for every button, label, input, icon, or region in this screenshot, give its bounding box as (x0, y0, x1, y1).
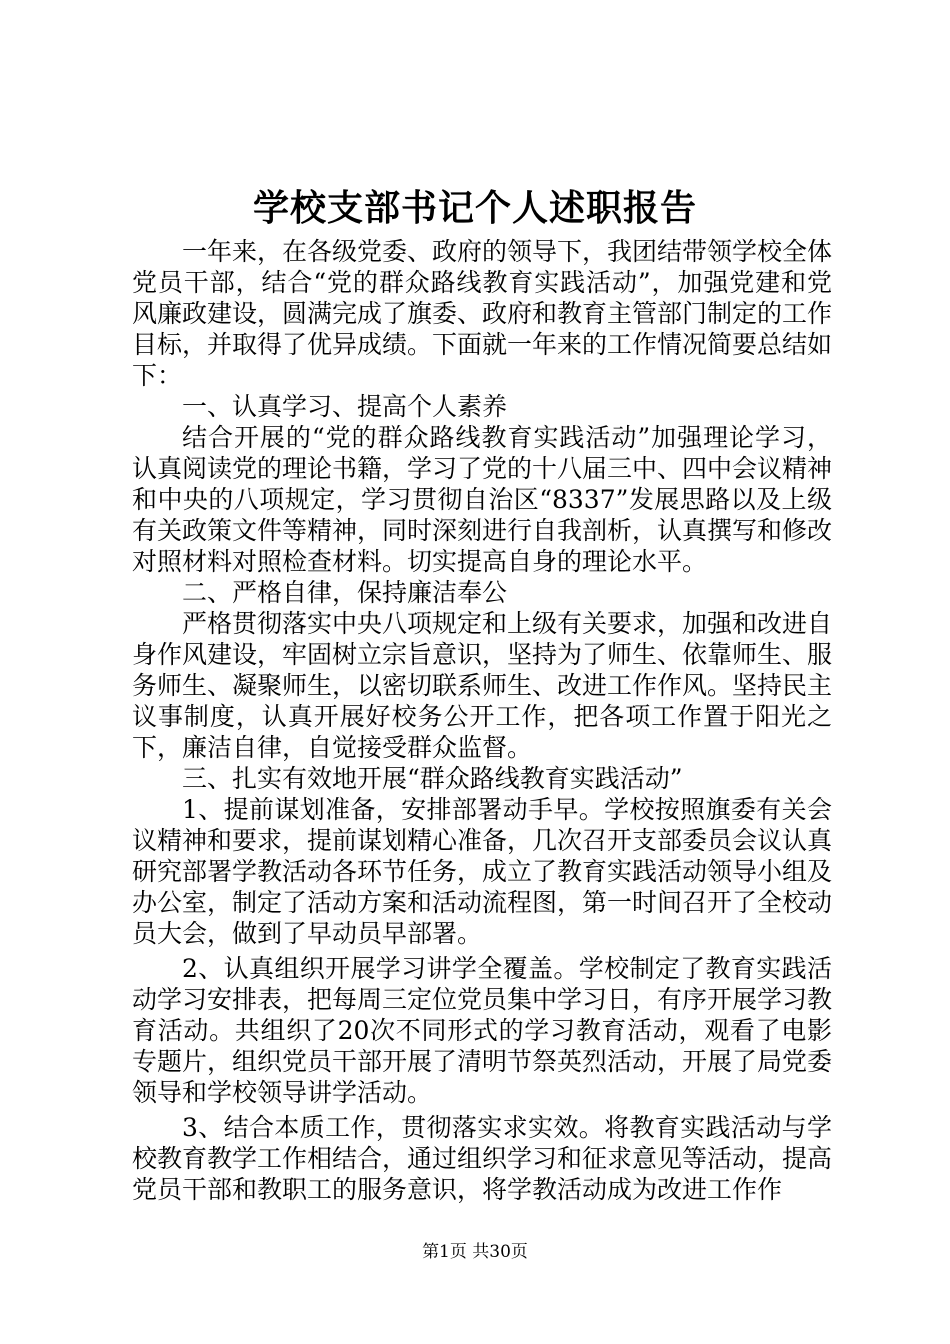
section-heading-3: 三、扎实有效地开展“群众路线教育实践活动” (182, 764, 683, 793)
paragraph-study: 结合开展的“党的群众路线教育实践活动”加强理论学习，认真阅读党的理论书籍，学习了党的十八届三中、四中会议精神和中央的八项规定，学习贯彻自治区“8337”发展思路以及上级有关政策文件等精神，同时深刻进行自我剖析，认真撰写和修改对照材料对照检查材料。切实提高自身的理论水平。 (132, 423, 833, 576)
paragraph-item-1: 1、提前谋划准备，安排部署动手早。学校按照旗委有关会议精神和要求，提前谋划精心准备，几次召开支部委员会议认真研究部署学教活动各环节任务，成立了教育实践活动领导小组及办公室，制定了活动方案和活动流程图，第一时间召开了全校动员大会，做到了早动员早部署。 (132, 795, 833, 948)
paragraph-intro: 一年来，在各级党委、政府的领导下，我团结带领学校全体党员干部，结合“党的群众路线教育实践活动”，加强党建和党风廉政建设，圆满完成了旗委、政府和教育主管部门制定的工作目标，并取得了优异成绩。下面就一年来的工作情况简要总结如下： (132, 237, 833, 390)
paragraph-item-3: 3、结合本质工作，贯彻落实求实效。将教育实践活动与学校教育教学工作相结合，通过组织学习和征求意见等活动，提高党员干部和教职工的服务意识，将学教活动成为改进工作作 (132, 1113, 833, 1204)
document-title: 学校支部书记个人述职报告 (252, 187, 697, 229)
paragraph-discipline: 严格贯彻落实中央八项规定和上级有关要求，加强和改进自身作风建设，牢固树立宗旨意识，坚持为了师生、依靠师生、服务师生、凝聚师生，以密切联系师生、改进工作作风。坚持民主议事制度，认真开展好校务公开工作，把各项工作置于阳光之下，廉洁自律，自觉接受群众监督。 (132, 609, 833, 762)
section-heading-1: 一、认真学习、提高个人素养 (182, 392, 508, 421)
document-body (132, 236, 832, 1205)
paragraph-item-2: 2、认真组织开展学习讲学全覆盖。学校制定了教育实践活动学习安排表，把每周三定位党员集中学习日，有序开展学习教育活动。共组织了20次不同形式的学习教育活动，观看了电影专题片，组织党员干部开展了清明节祭英烈活动，开展了局党委领导和学校领导讲学活动。 (132, 954, 833, 1107)
section-heading-2: 二、严格自律，保持廉洁奉公 (182, 578, 508, 607)
page-number-footer: 第1页 共30页 (422, 1242, 528, 1262)
